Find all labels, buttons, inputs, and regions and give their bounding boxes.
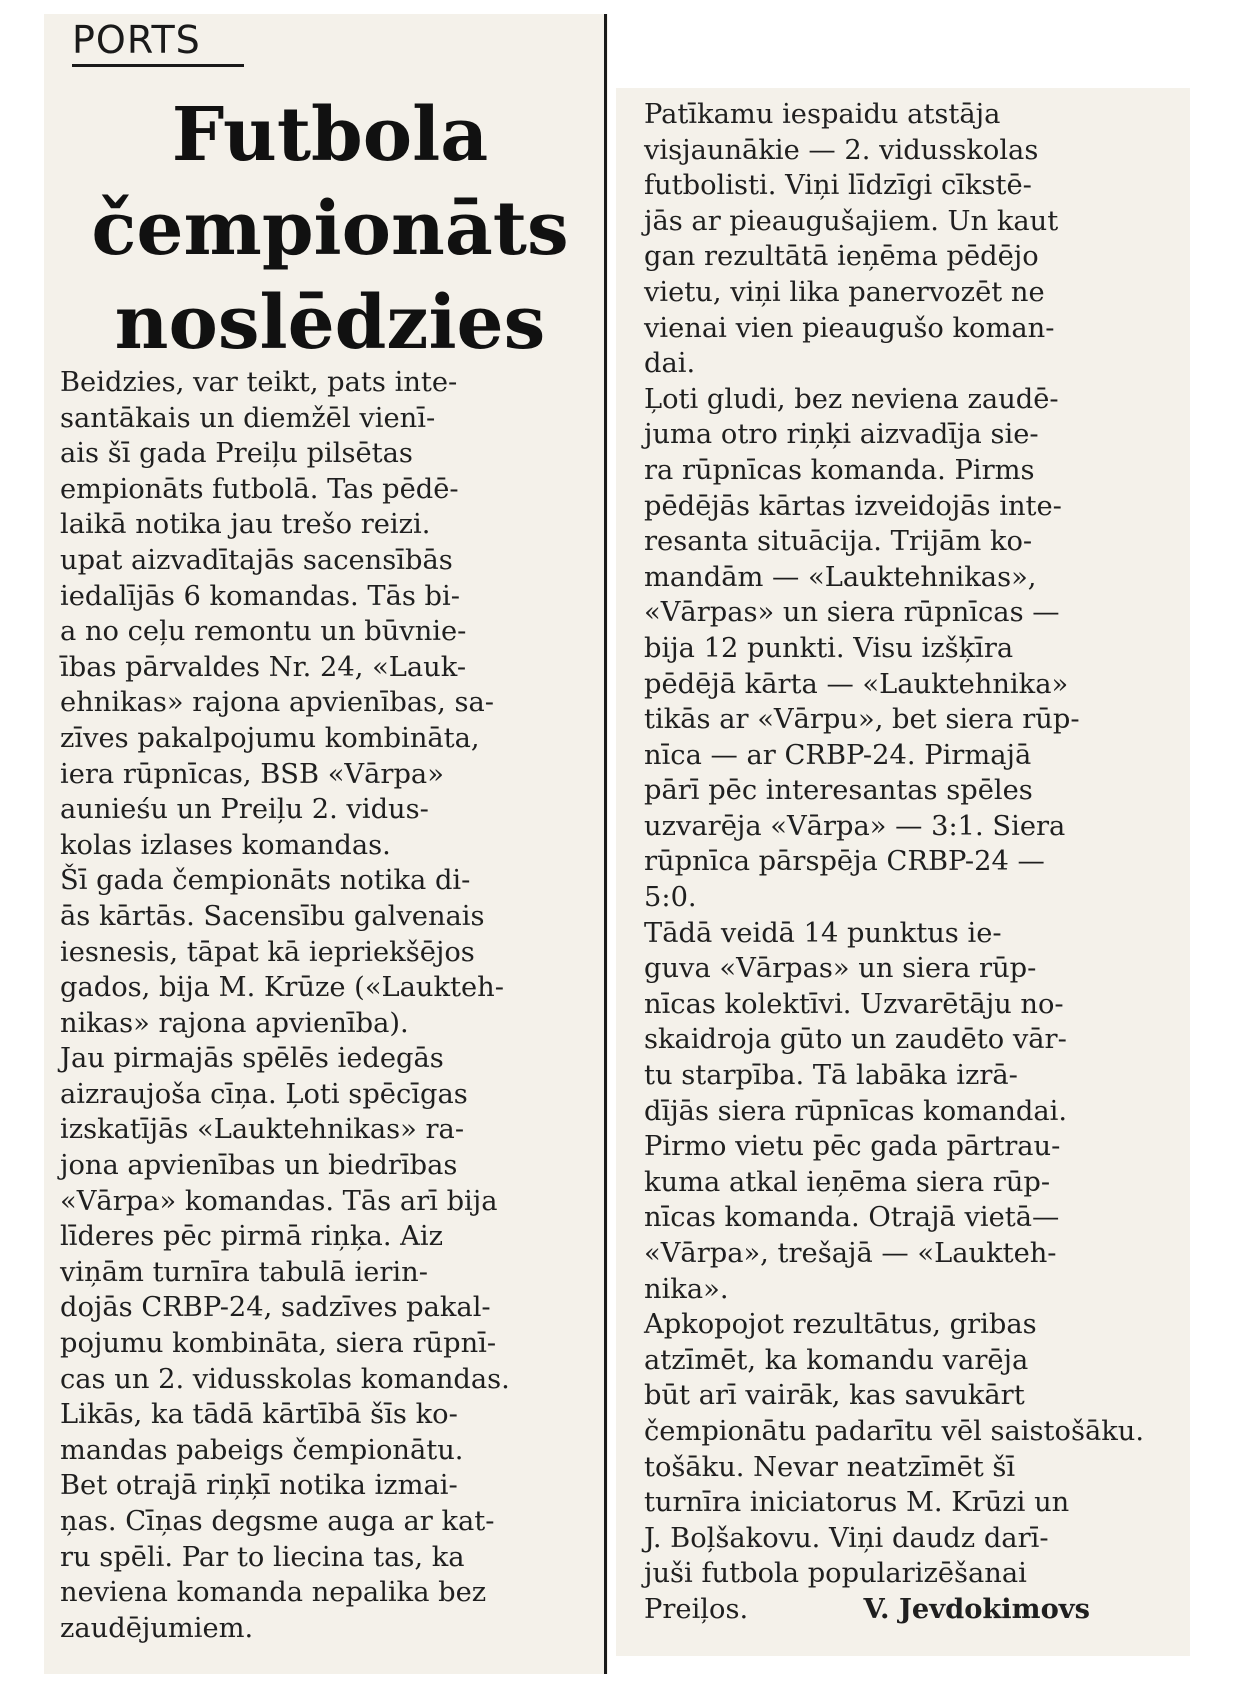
right-column-line: vienai vien pieaugušo koman- (644, 312, 1055, 344)
right-column-line: tikās ar «Vārpu», bet siera rūp- (644, 704, 1080, 736)
left-column-line: laikā notika jau trešo reizi. (60, 509, 431, 541)
left-column-line: ehnikas» rajona apvienības, sa- (60, 687, 494, 719)
right-column-line: juma otro riņķi aizvadīja sie- (644, 419, 1039, 451)
headline-line-3: noslēdzies (114, 280, 546, 366)
left-column-line: kolas izlases komandas. (60, 829, 391, 861)
right-column-line: pēdējā kārta — «Lauktehnika» (644, 668, 1069, 700)
author-signature: V. Jevdokimovs (863, 1592, 1090, 1625)
right-column-line: mandām — «Lauktehnikas», (644, 561, 1037, 593)
headline-line-2: čempionāts (91, 186, 569, 272)
headline-line-1: Futbola (171, 92, 489, 178)
right-column-line: resanta situācija. Trijām ko- (644, 526, 1033, 558)
right-column-line: turnīra iniciatorus M. Krūzi un (644, 1487, 1070, 1519)
right-column-line: nika». (644, 1273, 729, 1305)
right-column-line: rūpnīca pārspēja CRBP-24 — (644, 846, 1045, 878)
left-column-line: ņas. Cīņas degsme auga ar kat- (60, 1506, 495, 1537)
right-column-line: tu starpība. Tā labāka izrā- (644, 1060, 1018, 1092)
right-column-line: tošāku. Nevar neatzīmēt šī (644, 1451, 1016, 1483)
right-column-line: bija 12 punkti. Visu izšķīra (644, 632, 1014, 664)
right-column-line: vietu, viņi lika panervozēt ne (644, 276, 1045, 308)
left-column-line: pojumu kombināta, siera rūpnī- (60, 1328, 497, 1360)
right-column-line: juši futbola popularizēšanai (644, 1558, 1027, 1590)
left-column-line: iedalījās 6 komandas. Tās bi- (60, 580, 460, 612)
right-column-line: nīcas kolektīvi. Uzvarētāju no- (644, 988, 1064, 1020)
right-column-line: dai. (644, 348, 696, 380)
right-column-line: pēdējās kārtas izveidojās inte- (644, 490, 1062, 522)
section-label: PORTS (72, 18, 201, 62)
right-column-line: Apkopojot rezultātus, gribas (644, 1309, 1037, 1341)
right-column-line: Tādā veidā 14 punktus ie- (644, 917, 1002, 949)
left-column-line: dojās CRBP-24, sadzīves pakal- (60, 1292, 491, 1324)
left-column-line: mandas pabeigs čempionātu. (60, 1434, 464, 1466)
right-column-line: Pirmo vietu pēc gada pārtrau- (644, 1131, 1061, 1163)
right-column-line: futbolisti. Viņi līdzīgi cīkstē- (644, 170, 1032, 202)
right-column-line: uzvarēja «Vārpa» — 3:1. Siera (644, 810, 1066, 842)
left-column-line: viņām turnīra tabulā ierin- (60, 1256, 428, 1288)
left-column-line: ais šī gada Preiļu pilsētas (60, 438, 413, 470)
left-column-line: Likās, ka tādā kārtībā šīs ko- (60, 1399, 458, 1431)
right-column-line: būt arī vairāk, kas savukārt (644, 1380, 1025, 1412)
left-column-line: neviena komanda nepalika bez (60, 1577, 487, 1609)
section-underline (72, 64, 244, 67)
left-column-line: zaudējumiem. (60, 1612, 254, 1644)
left-column-line: nikas» rajona apvienība). (60, 1007, 409, 1039)
right-column-line: visjaunākie — 2. vidusskolas (644, 134, 1039, 166)
left-column-line: upat aizvadītajās sacensībās (60, 544, 453, 576)
left-column-line: Bet otrajā riņķī notika izmai- (60, 1470, 458, 1502)
left-column-line: izskatījās «Lauktehnikas» ra- (60, 1114, 465, 1146)
closing-place: Preiļos. (644, 1593, 749, 1625)
left-column-line: Beidzies, var teikt, pats inte- (60, 367, 458, 398)
right-column-line: nīca — ar CRBP-24. Pirmajā (644, 739, 1032, 771)
column-divider (604, 14, 607, 1674)
left-column-line: jona apvienības un biedrības (60, 1150, 458, 1182)
right-column-line: kuma atkal ieņēma siera rūp- (644, 1166, 1051, 1198)
right-column-line: Ļoti gludi, bez neviena zaudē- (644, 383, 1059, 415)
left-column-line: Jau pirmajās spēlēs iedegās (60, 1043, 444, 1075)
signature-line (644, 1592, 1180, 1628)
right-column-line: «Vārpas» un siera rūpnīcas — (644, 597, 1060, 629)
left-column-line: Šī gada čempionāts notika di- (60, 865, 471, 897)
left-column-line: aunieśu un Preiļu 2. vidus- (60, 794, 429, 826)
right-column-line: atzīmēt, ka komandu varēja (644, 1344, 1029, 1376)
right-text-column (644, 97, 1180, 1628)
left-column-line: zīves pakalpojumu kombināta, (60, 722, 480, 754)
right-column-line: dījās siera rūpnīcas komandai. (644, 1095, 1068, 1127)
right-column-line: «Vārpa», trešajā — «Laukteh- (644, 1238, 1057, 1269)
left-column-line: iera rūpnīcas, BSB «Vārpa» (60, 758, 444, 790)
right-column-line: nīcas komanda. Otrajā vietā— (644, 1202, 1060, 1234)
left-column-line: ības pārvaldes Nr. 24, «Lauk- (60, 651, 467, 683)
right-column-line: J. Boļšakovu. Viņi daudz darī- (644, 1522, 1049, 1554)
right-column-line: gan rezultātā ieņēma pēdējo (644, 241, 1039, 273)
left-column-line: santākais un diemžēl vienī- (60, 402, 436, 434)
left-column-line: empionāts futbolā. Tas pēdē- (60, 473, 459, 505)
left-column-line: ru spēli. Par to liecina tas, ka (60, 1541, 465, 1573)
right-column-line: jās ar pieaugušajiem. Un kaut (644, 205, 1059, 237)
right-column-line: pārī pēc interesantas spēles (644, 775, 1033, 807)
left-text-column (60, 365, 600, 1646)
left-column-line: ās kārtās. Sacensību galvenais (60, 900, 485, 932)
left-column-line: līderes pēc pirmā riņķa. Aiz (60, 1221, 444, 1253)
left-column-line: iesnesis, tāpat kā iepriekšējos (60, 936, 475, 968)
left-column-line: gados, bija M. Krūze («Laukteh- (60, 972, 504, 1004)
right-column-line: skaidroja gūto un zaudēto vār- (644, 1024, 1067, 1056)
left-column-line: «Vārpa» komandas. Tās arī bija (60, 1185, 498, 1217)
right-column-line: čempionātu padarītu vēl saistošāku. (644, 1415, 1145, 1447)
left-column-line: cas un 2. vidusskolas komandas. (60, 1363, 510, 1395)
article-headline (70, 88, 590, 370)
right-column-line: 5:0. (644, 882, 697, 914)
right-column-line: ra rūpnīcas komanda. Pirms (644, 454, 1035, 486)
left-column-line: aizraujoša cīņa. Ļoti spēcīgas (60, 1078, 468, 1110)
left-column-line: a no ceļu remontu un būvnie- (60, 616, 467, 648)
right-column-line: guva «Vārpas» un siera rūp- (644, 953, 1037, 985)
right-column-line: Patīkamu iespaidu atstāja (644, 99, 1001, 130)
